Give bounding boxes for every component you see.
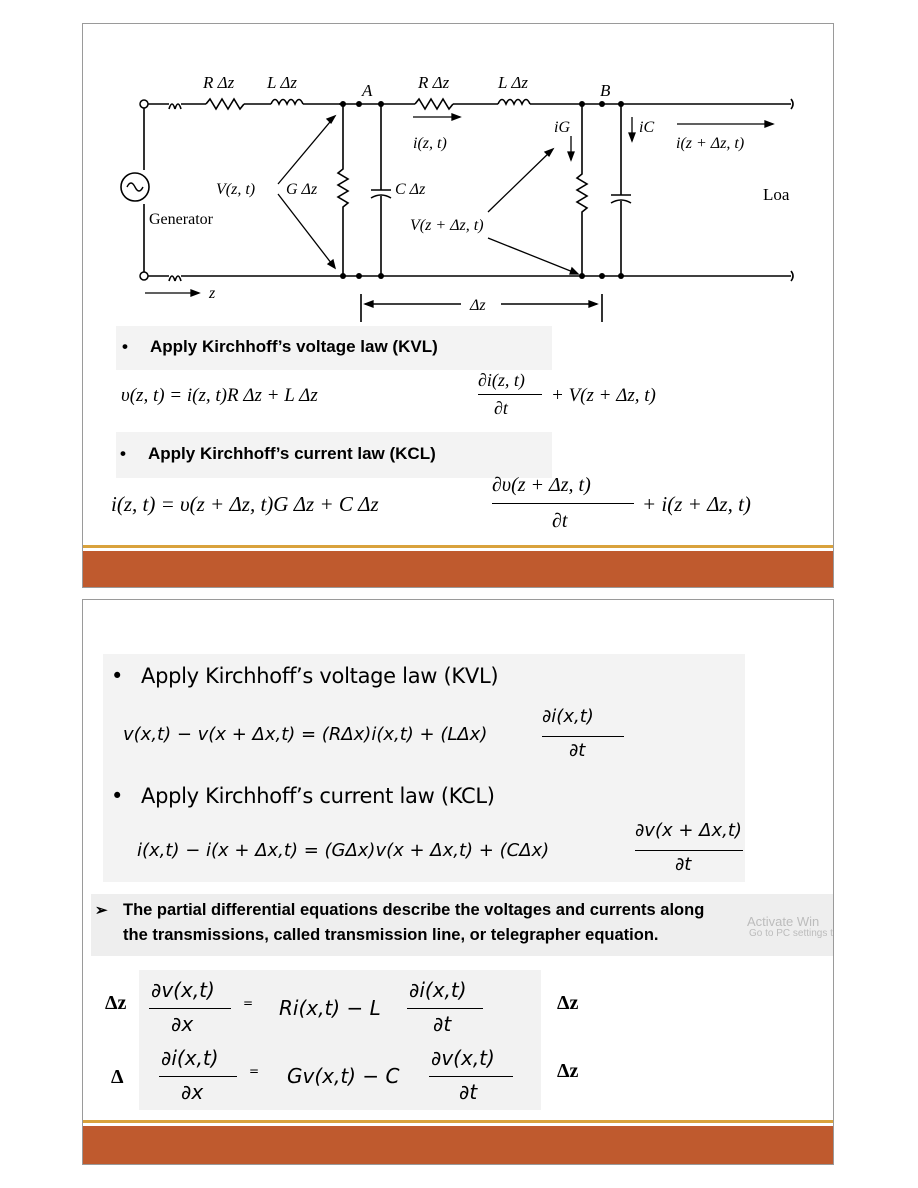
kcl-heading-1: Apply Kirchhoff’s current law (KCL) (148, 444, 436, 463)
kcl-eq2-denominator: ∂t (675, 854, 692, 875)
label-node-b: B (600, 81, 611, 100)
kvl-eq2-denominator: ∂t (569, 740, 586, 761)
label-r-dz-2: R Δz (418, 73, 450, 92)
kvl-heading-2: Apply Kirchhoff’s voltage law (KVL) (141, 664, 499, 688)
tel1-equals: = (243, 996, 254, 1010)
kcl-heading-2: Apply Kirchhoff’s current law (KCL) (141, 784, 495, 808)
slide-2 (82, 599, 834, 1165)
label-capacitance-1: C Δz (395, 181, 426, 198)
telegrapher-equation-1 (147, 976, 537, 1036)
kcl-eq1-numerator: ∂υ(z + Δz, t) (492, 474, 591, 496)
kvl-heading-box-1 (116, 326, 552, 370)
label-r-dz-1: R Δz (203, 73, 235, 92)
watermark-settings: Go to PC settings t (749, 928, 833, 939)
kvl-eq1-lhs: υ(z, t) = i(z, t)R Δz + L Δz (121, 385, 318, 406)
note-box (91, 894, 834, 956)
fraction-bar (542, 736, 624, 737)
left-label-1: Δz (105, 992, 127, 1014)
label-delta-z: Δz (470, 297, 486, 314)
kcl-eq2-lhs: i(x,t) − i(x + Δx,t) = (GΔx)v(x + Δx,t) + (CΔx) (137, 840, 550, 861)
label-l-dz-2: L Δz (498, 73, 528, 92)
fraction-bar (159, 1076, 237, 1077)
transmission-line-circuit (83, 24, 834, 324)
label-current-ig: iG (554, 119, 570, 136)
label-current-izdz: i(z + Δz, t) (676, 135, 745, 152)
fraction-bar (635, 850, 743, 851)
label-voltage-vz: V(z, t) (216, 181, 256, 198)
tel2-denominator: ∂x (181, 1080, 204, 1104)
note-line-2: the transmissions, called transmission line, or telegrapher equation. (123, 926, 659, 944)
kcl-heading-box-1 (116, 432, 552, 478)
tel1-numerator: ∂v(x,t) (151, 978, 215, 1002)
kcl-eq1-lhs: i(z, t) = υ(z + Δz, t)G Δz + C Δz (111, 492, 379, 516)
label-node-a: A (362, 81, 373, 100)
right-label-2: Δz (557, 1060, 579, 1082)
label-generator: Generator (149, 211, 213, 228)
telegrapher-equation-2 (147, 1046, 537, 1106)
tel2-numerator: ∂i(x,t) (161, 1046, 219, 1070)
kvl-eq2-numerator: ∂i(x,t) (542, 706, 594, 727)
tel2-rhs: Gv(x,t) − C (287, 1064, 400, 1088)
arrow-bullet-icon: ➢ (95, 902, 108, 919)
label-z-axis: z (209, 285, 216, 302)
label-l-dz-1: L Δz (267, 73, 297, 92)
right-label-1: Δz (557, 992, 579, 1014)
tel2-rhs-numerator: ∂v(x,t) (431, 1046, 495, 1070)
tel1-rhs-denominator: ∂t (433, 1012, 452, 1036)
bullet-dot: • (111, 784, 124, 808)
bullet-dot: • (122, 337, 128, 356)
tel2-equals: = (249, 1064, 260, 1078)
tel1-denominator: ∂x (171, 1012, 194, 1036)
footer-bar (83, 1126, 833, 1165)
kcl-equation-2 (137, 820, 742, 880)
footer-accent-line (83, 1120, 833, 1123)
label-current-ic: iC (639, 119, 655, 136)
tel1-rhs-numerator: ∂i(x,t) (409, 978, 467, 1002)
kcl-eq1-tail: + i(z + Δz, t) (642, 492, 751, 516)
left-label-2: Δ (111, 1066, 124, 1088)
kvl-eq2-lhs: v(x,t) − v(x + Δx,t) = (RΔx)i(x,t) + (LΔx) (123, 724, 488, 745)
label-conductance-1: G Δz (286, 181, 318, 198)
kcl-eq2-numerator: ∂v(x + Δx,t) (635, 820, 742, 841)
bullet-dot: • (120, 444, 126, 463)
label-voltage-vzdz: V(z + Δz, t) (410, 217, 484, 234)
slide-1 (82, 23, 834, 588)
fraction-bar (492, 503, 634, 504)
telegrapher-box (139, 970, 541, 1110)
footer-bar (83, 551, 833, 588)
label-current-iz: i(z, t) (413, 135, 447, 152)
fraction-bar (478, 394, 542, 395)
kcl-eq1-denominator: ∂t (552, 510, 568, 532)
note-line-1: The partial differential equations describe the voltages and currents along (123, 901, 705, 919)
fraction-bar (407, 1008, 483, 1009)
kvl-eq1-tail: + V(z + Δz, t) (551, 385, 656, 406)
kvl-eq1-numerator: ∂i(z, t) (478, 370, 525, 390)
fraction-bar (149, 1008, 231, 1009)
kcl-equation-1 (111, 474, 831, 544)
fraction-bar (429, 1076, 513, 1077)
kirchhoff-box-2 (103, 654, 745, 882)
kvl-heading-1: Apply Kirchhoff’s voltage law (KVL) (150, 337, 438, 356)
tel2-rhs-denominator: ∂t (459, 1080, 478, 1104)
footer-accent-line (83, 545, 833, 548)
label-load: Loa (763, 185, 790, 204)
kvl-equation-2 (123, 704, 683, 764)
bullet-dot: • (111, 664, 124, 688)
kvl-equation-1 (121, 370, 681, 426)
kvl-eq1-denominator: ∂t (494, 398, 508, 418)
watermark-activate: Activate Win (747, 914, 820, 929)
tel1-rhs: Ri(x,t) − L (279, 996, 381, 1020)
